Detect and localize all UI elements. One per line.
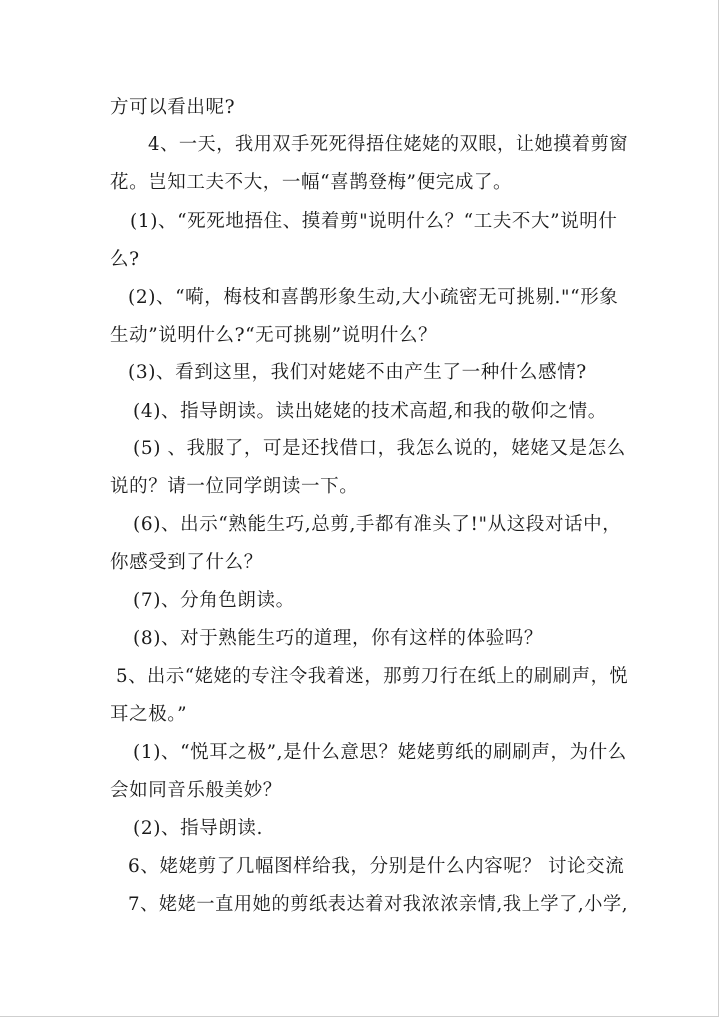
text-line: 会如同音乐般美妙？ (110, 780, 282, 801)
text-line: (6)、出示“熟能生巧,总剪,手都有准头了!"从这段对话中， (133, 514, 622, 535)
text-line: (4)、指导朗读。读出姥姥的技术高超,和我的敬仰之情。 (133, 401, 607, 422)
text-line: 花。岂知工夫不大，一幅“喜鹊登梅”便完成了。 (110, 172, 513, 193)
text-line: (3)、看到这里，我们对姥姥不由产生了一种什么感情? (128, 362, 587, 383)
text-line: (1)、“死死地捂住、摸着剪"说明什么？“工夫不大”说明什 (130, 211, 618, 232)
text-line: 说的？请一位同学朗读一下。 (110, 476, 359, 497)
text-line: (8)、对于熟能生巧的道理，你有这样的体验吗？ (133, 628, 544, 649)
text-line: 你感受到了什么？ (110, 552, 263, 573)
text-line: (7)、分角色朗读。 (133, 590, 295, 611)
text-line: 7、姥姥一直用她的剪纸表达着对我浓浓亲情,我上学了,小学, (128, 894, 629, 915)
text-line: 6、姥姥剪了几幅图样给我，分别是什么内容呢？ 讨论交流 (128, 856, 625, 877)
text-line: 么? (110, 249, 140, 270)
text-line: 方可以看出呢? (110, 97, 236, 118)
text-line: 5、出示“姥姥的专注令我着迷，那剪刀行在纸上的刷刷声，悦 (116, 666, 629, 687)
text-line: (1)、“悦耳之极”,是什么意思？姥姥剪纸的刷刷声，为什么 (133, 742, 627, 763)
text-line: (2)、指导朗读. (133, 818, 263, 839)
text-line: 耳之极。” (110, 704, 188, 725)
text-line: (2)、“嗬，梅枝和喜鹊形象生动,大小疏密无可挑剔."“形象 (128, 287, 619, 308)
text-line: 生动”说明什么?“无可挑剔”说明什么？ (110, 325, 438, 346)
text-line: 4、一天，我用双手死死得捂住姥姥的双眼，让她摸着剪窗 (148, 134, 629, 155)
text-line: (5) 、我服了，可是还找借口，我怎么说的，姥姥又是怎么 (133, 438, 626, 459)
